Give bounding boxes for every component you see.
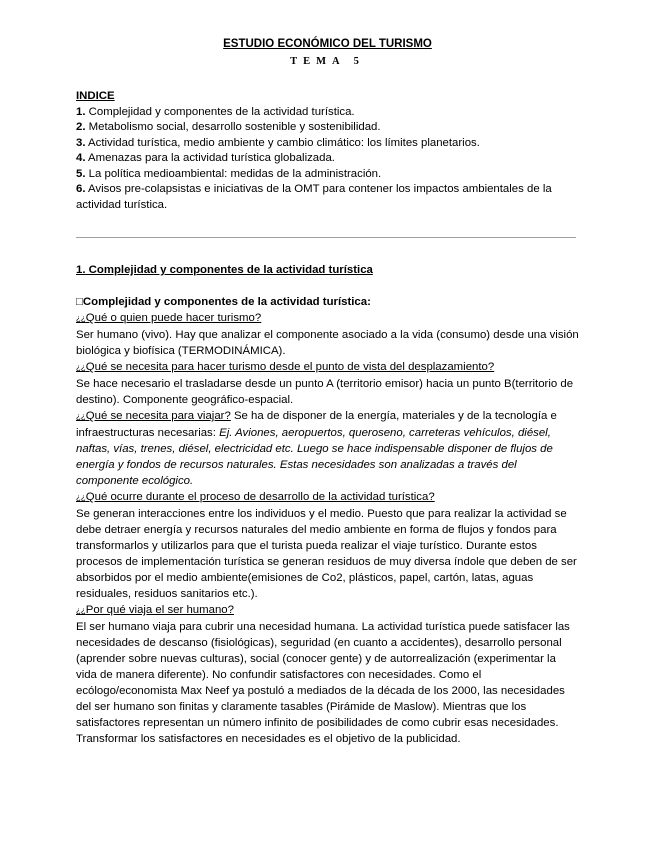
question-line xyxy=(76,602,579,619)
index-item-number: 4. xyxy=(76,152,86,164)
question-text: Qué se necesita para hacer turismo desde el punto de vista del desplazamiento? xyxy=(85,361,495,373)
question-line xyxy=(76,489,579,506)
document-subtitle: TEMA 5 xyxy=(290,56,365,67)
question-text: Qué o quien puede hacer turismo? xyxy=(85,312,262,324)
index-item-text: Complejidad y componentes de la actividad turística. xyxy=(85,105,355,118)
horizontal-rule xyxy=(76,237,576,238)
index-item-number: 2. xyxy=(76,121,86,133)
index-item xyxy=(76,105,579,121)
question-text: Por qué viaja el ser humano? xyxy=(85,604,234,616)
index-item-text: Metabolismo social, desarrollo sostenible y sostenibilidad. xyxy=(85,121,381,133)
question-mark-prefix: ¿¿ xyxy=(76,314,86,323)
index-item xyxy=(76,120,579,136)
index-item-text: La política medioambiental: medidas de la administración. xyxy=(85,167,382,180)
section-heading: 1. Complejidad y componentes de la actividad turística xyxy=(76,264,373,276)
index-list xyxy=(76,105,579,214)
index-item xyxy=(76,167,579,183)
index-item-text: Amenazas para la actividad turística globalizada. xyxy=(85,152,335,164)
answer-paragraph: Se generan interacciones entre los individuos y el medio. Puesto que para realizar la actividad se debe detraer energía y recursos naturales del medio ambiente en forma de flujos y fondos para transformarlos y utilizarlos para que el turista pueda realizar el viaje turístico. Durante estos procesos de implementación turística se generan residuos de muy diversa índole que deben de ser absorbidos por el medio ambiente(emisiones de Co2, plásticos, papel, cartón, latas, aguas residuales, residuos sanitarios etc.). xyxy=(76,508,577,600)
question-answer-paragraph xyxy=(76,408,579,489)
question-line xyxy=(76,310,579,327)
answer-text: Se ha de disponer de la energía, materiales y de la tecnología e infraestructuras necesarias: xyxy=(76,410,557,439)
index-item-text: Actividad turística, medio ambiente y cambio climático: los límites planetarios. xyxy=(85,136,480,149)
answer-paragraph: Ser humano (vivo). Hay que analizar el componente asociado a la vida (consumo) desde una visión biológica y biofísica (TERMODINÁMICA). xyxy=(76,329,579,357)
answer-paragraph: El ser humano viaja para cubrir una necesidad humana. La actividad turística puede satisfacer las necesidades de descanso (fisiológicas), seguridad (en cuanto a accidentes), desarrollo personal (aprender sobre nuevas culturas), social (conocer gente) y de autorrealización (experimentar la vida de manera diferente). No confundir satisfactores con necesidades. Como el ecólogo/economista Max Neef ya postuló a mediados de la década de los 2000, las necesidades del ser humano son finitas y claramente tasables (Pirámide de Maslow). Mientras que los satisfactores representan un número infinito de posibilidades de como cubrir esas necesidades. Transformar los satisfactores en necesidades es el objetivo de la publicidad. xyxy=(76,621,570,745)
question-mark-prefix: ¿¿ xyxy=(76,493,86,502)
index-item-number: 1. xyxy=(76,105,86,118)
question-text: Qué se necesita para viajar? xyxy=(85,410,231,422)
document-title: ESTUDIO ECONÓMICO DEL TURISMO xyxy=(223,38,432,50)
question-line xyxy=(76,359,579,376)
index-item-number: 5. xyxy=(76,167,86,180)
question-mark-prefix: ¿¿ xyxy=(76,363,86,372)
index-item xyxy=(76,136,579,152)
answer-paragraph: Se hace necesario el trasladarse desde un punto A (territorio emisor) hacia un punto B(territorio de destino). Componente geográfico-espacial. xyxy=(76,378,574,406)
index-item xyxy=(76,151,579,167)
index-item-number: 3. xyxy=(76,136,86,149)
subsection-heading: □Complejidad y componentes de la actividad turística: xyxy=(76,296,371,308)
index-item-number: 6. xyxy=(76,183,86,195)
index-item xyxy=(76,182,579,213)
index-item-text: Avisos pre-colapsistas e iniciativas de la OMT para contener los impactos ambientales de la actividad turística. xyxy=(76,183,552,211)
answer-italic-text: Ej. Aviones, aeropuertos, queroseno, carreteras vehículos, diésel, naftas, vías, trenes, diésel, electricidad etc. Luego se hace indispensable disponer de flujos de energía y fondos de recursos naturales. Estas necesidades son analizadas a través del componente ecológico. xyxy=(76,427,553,487)
bullet-icon: □ xyxy=(76,296,83,308)
question-mark-prefix: ¿¿ xyxy=(76,606,86,615)
question-mark-prefix: ¿¿ xyxy=(76,412,86,421)
index-heading: INDICE xyxy=(76,90,115,102)
question-text: Qué ocurre durante el proceso de desarrollo de la actividad turística? xyxy=(85,491,435,503)
